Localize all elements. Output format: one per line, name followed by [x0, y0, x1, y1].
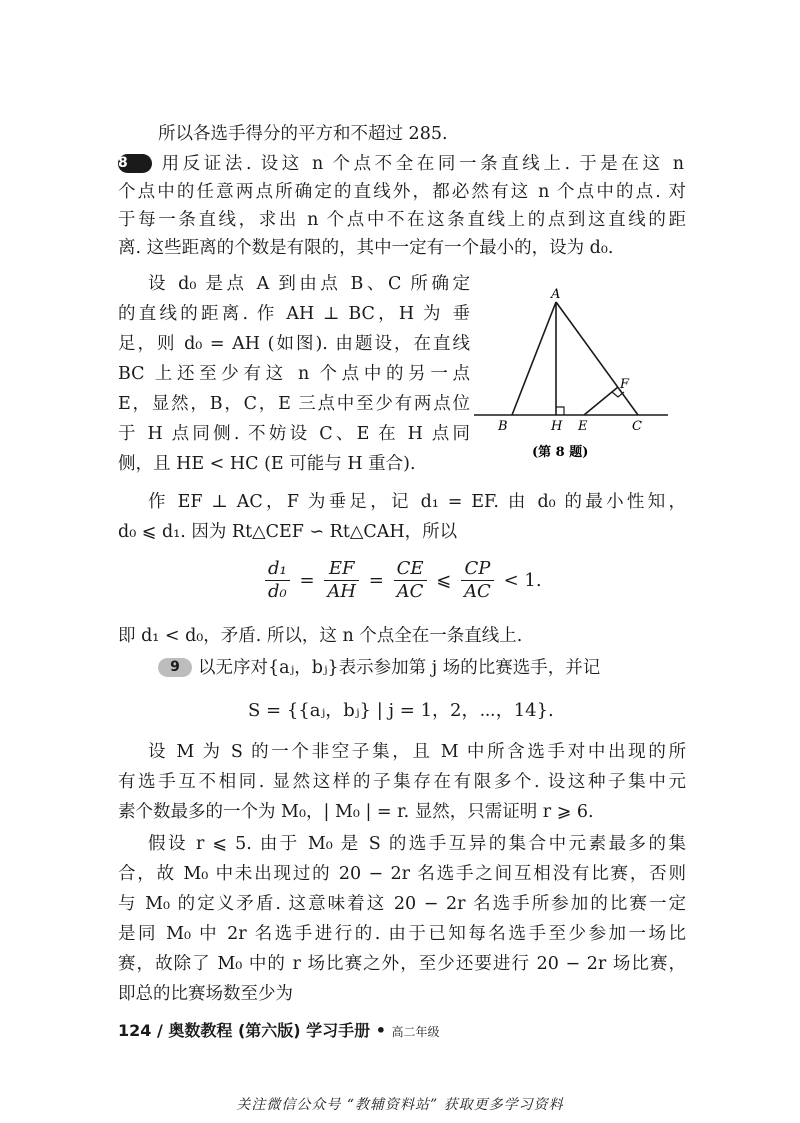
- text-line: 是同 M₀ 中 2r 名选手进行的. 由于已知每名选手至少参加一场比: [118, 924, 686, 944]
- fraction-d1-d0: $\frac{\text{d₁}}{\text{d₀}}$: [265, 558, 290, 603]
- label-b: B: [498, 419, 508, 434]
- page-footer: [118, 1018, 440, 1041]
- label-f: F: [620, 377, 630, 392]
- equals-sign: =: [368, 570, 384, 591]
- equation-ratio: [265, 558, 546, 603]
- label-a: A: [551, 287, 561, 302]
- text-line: 于每一条直线，求出 n 个点中不在这条直线上的点到这直线的距: [118, 210, 686, 230]
- problem-9-first-line: [158, 656, 600, 680]
- text-line: 设 d₀ 是点 A 到由点 B、C 所确定: [148, 274, 470, 294]
- text-line: BC 上还至少有这 n 个点中的另一点: [118, 364, 470, 384]
- grade-label: 高二年级: [391, 1025, 440, 1039]
- text-line: E，显然，B，C，E 三点中至少有两点位: [118, 394, 470, 414]
- text-line: 有选手互不相同. 显然这样的子集存在有限多个. 设这种子集中元: [118, 772, 686, 792]
- text-line: 足，则 d₀ = AH (如图). 由题设，在直线: [118, 334, 470, 354]
- text-line: 赛，故除了 M₀ 中的 r 场比赛之外，至少还要进行 20 − 2r 场比赛，: [118, 954, 686, 974]
- right-angle-mark-h: [556, 407, 564, 415]
- segment-ef: [584, 387, 618, 415]
- triangle-figure: [468, 282, 678, 462]
- text-line: 个点中的任意两点所确定的直线外，都必然有这 n 个点中的点. 对: [118, 182, 686, 202]
- text-line: 即总的比赛场数至少为: [118, 984, 293, 1004]
- text-line: 合，故 M₀ 中未出现过的 20 − 2r 名选手之间互相没有比赛，否则: [118, 864, 686, 884]
- text-line: 于 H 点同侧. 不妨设 C、E 在 H 点同: [118, 424, 470, 444]
- text-line: d₀ ⩽ d₁. 因为 Rt△CEF ∽ Rt△CAH，所以: [118, 522, 458, 542]
- label-e: E: [578, 419, 588, 434]
- text-line: 假设 r ⩽ 5. 由于 M₀ 是 S 的选手互异的集合中元素最多的集: [148, 834, 686, 854]
- text-line: 所以各选手得分的平方和不超过 285.: [158, 124, 448, 144]
- text-line: 侧，且 HE < HC (E 可能与 H 重合).: [118, 454, 416, 474]
- problem-8-first-line: [118, 152, 684, 176]
- text-line: 与 M₀ 的定义矛盾. 这意味着这 20 − 2r 名选手所参加的比赛一定: [118, 894, 686, 914]
- equation-set-s: S = {{aⱼ，bⱼ} | j = 1，2，⋯，14}.: [248, 700, 554, 721]
- text-line: 素个数最多的一个为 M₀，| M₀ | = r. 显然，只需证明 r ⩾ 6.: [118, 802, 594, 822]
- watermark: 关注微信公众号 “教辅资料站” 获取更多学习资料: [236, 1097, 564, 1113]
- text-run: 用反证法. 设这 n 个点不全在同一条直线上. 于是在这 n: [158, 154, 684, 174]
- less-than-one: < 1.: [503, 570, 542, 591]
- page-number: 124: [118, 1021, 152, 1040]
- text-line: 的直线的距离. 作 AH ⊥ BC，H 为 垂: [118, 304, 470, 324]
- text-line: 设 M 为 S 的一个非空子集，且 M 中所含选手对中出现的所: [148, 742, 686, 762]
- segment-ab: [512, 302, 556, 415]
- book-title: / 奥数教程 (第六版) 学习手册 •: [156, 1021, 386, 1040]
- segment-ac: [556, 302, 638, 415]
- label-h: H: [551, 419, 563, 434]
- figure-caption: (第 8 题): [532, 445, 589, 460]
- problem-number-badge: 8: [118, 154, 152, 173]
- fraction-ce-ac: $\frac{CE}{AC}$: [394, 558, 427, 603]
- text-line: 即 d₁ < d₀，矛盾. 所以，这 n 个点全在一条直线上.: [118, 626, 523, 646]
- equals-sign: =: [299, 570, 315, 591]
- text-line: 离. 这些距离的个数是有限的，其中一定有一个最小的，设为 d₀.: [118, 238, 614, 258]
- le-sign: ⩽: [436, 570, 452, 591]
- fraction-cp-ac: $\frac{CP}{AC}$: [461, 558, 494, 603]
- problem-number-badge: 9: [158, 658, 192, 677]
- text-run: 以无序对{aⱼ，bⱼ}表示参加第 j 场的比赛选手，并记: [198, 658, 601, 678]
- label-c: C: [632, 419, 642, 434]
- fraction-ef-ah: $\frac{EF}{AH}$: [324, 558, 359, 603]
- text-line: 作 EF ⊥ AC，F 为垂足，记 d₁ = EF. 由 d₀ 的最小性知，: [148, 492, 686, 512]
